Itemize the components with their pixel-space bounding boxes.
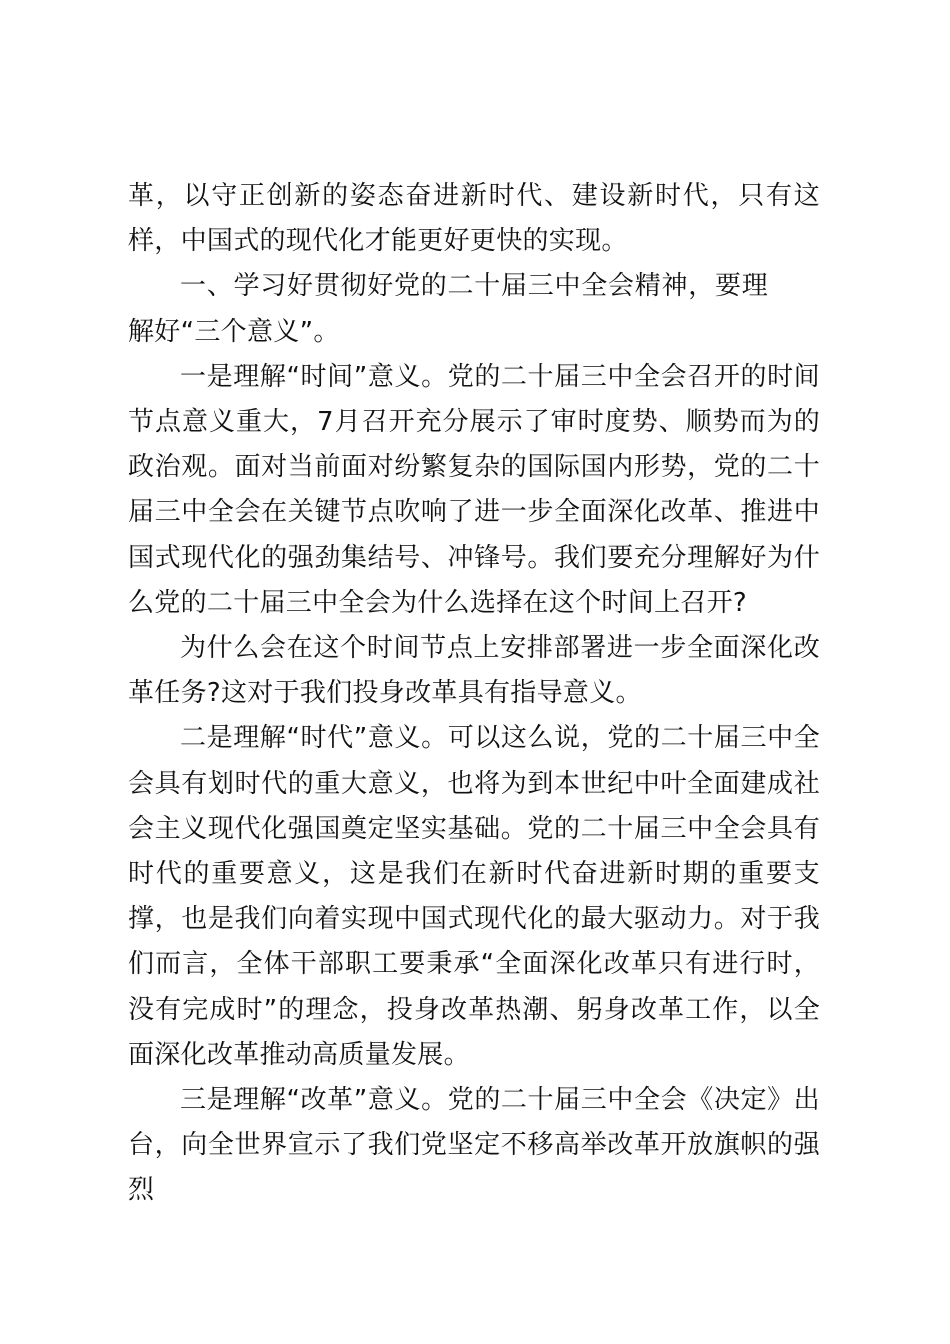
paragraph-time-meaning: 一是理解“时间”意义。党的二十届三中全会召开的时间节点意义重大，7月召开充分展示了审时度势、顺势而为的政治观。面对当前面对纷繁复杂的国际国内形势，党的二十届三中全会在关键节点吹响了进一步全面深化改革、推进中国式现代化的强劲集结号、冲锋号。我们要充分理解好为什么党的二十届三中全会为什么选择在这个时间上召开? <box>128 361 820 618</box>
paragraph-question: 为什么会在这个时间节点上安排部署进一步全面深化改革任务?这对于我们投身改革具有指导意义。 <box>128 633 820 709</box>
document-body <box>128 174 820 1214</box>
paragraph-reform-meaning: 三是理解“改革”意义。党的二十届三中全会《决定》出台，向全世界宣示了我们党坚定不移高举改革开放旗帜的强烈 <box>128 1085 820 1206</box>
section-heading: 一、学习好贯彻好党的二十届三中全会精神，要理解好“三个意义”。 <box>128 271 768 347</box>
paragraph-continuation: 革，以守正创新的姿态奋进新时代、建设新时代，只有这样，中国式的现代化才能更好更快的实现。 <box>128 181 820 257</box>
paragraph-era-meaning: 二是理解“时代”意义。可以这么说，党的二十届三中全会具有划时代的重大意义，也将为到本世纪中叶全面建成社会主义现代化强国奠定坚实基础。党的二十届三中全会具有时代的重要意义，这是我们在新时代奋进新时期的重要支撑，也是我们向着实现中国式现代化的最大驱动力。对于我们而言，全体干部职工要秉承“全面深化改革只有进行时，没有完成时”的理念，投身改革热潮、躬身改革工作，以全面深化改革推动高质量发展。 <box>128 723 820 1070</box>
